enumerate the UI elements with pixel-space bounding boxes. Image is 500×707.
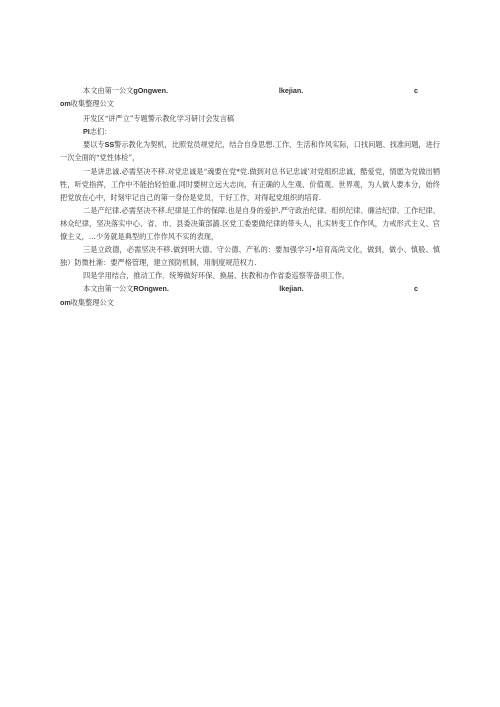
source-header-latin1: gOngwen.	[133, 86, 169, 95]
greeting	[60, 125, 440, 138]
source-header-latin3: c	[413, 86, 418, 95]
intro-latin: SS	[104, 140, 115, 150]
document-body	[60, 84, 440, 309]
paragraph-discipline: 二是产纪律.必需坚决不移.纪律是工作的保障.也是自身的爱护.严守政治纪律、组织纪律、廉洁纪律、工作纪律、林众纪律，坚决落实中心、省、市、县委决策部潞.区党工委要做纪律的带头人，扎实转变工作作风，力戒形式主义、官僚主义，…少务就是典型的工作作风不实的表现，	[60, 205, 440, 242]
source-footer-part-a	[60, 282, 169, 295]
source-header-line	[60, 84, 440, 97]
intro-post: 警示教化为契机，比照党员规党纪，结合自身思想.工作、生活和作风实际，口找问题、找准问题，进行一次全面的“党性体检”，	[60, 140, 440, 163]
paragraph-morality: 三是立政德，必需坚决不移.做到明大德、守公德、产私的：要加强学习•培育高尚文化，做到，做小、慎般、慎独）防微杜渐：要严格管理，建立预防机制，用制度规范权力.	[60, 245, 440, 268]
greeting-latin: PI	[83, 127, 90, 137]
source-header-cont-latin: om	[60, 99, 71, 109]
source-header-part-a	[60, 84, 168, 97]
source-footer-latin1: ROngwen.	[133, 284, 169, 294]
source-header-cont-text: 收集整理公文	[70, 99, 114, 109]
source-footer-latin3: c	[414, 284, 418, 294]
paragraph-loyalty: 一是讲忠诚.必需坚决不移.对党忠诚是“魂要在党*党.做到对总书记忠诚’对党组织忠诚，酷爱党，情愿为党做出牺牲，听党指挥，工作中不能抬轻怕重.同时要树立远大志向，有正确的人生观、价值观、世界观，为人做人要本分，始终把党放在心中，时刻牢记自己的第一身份是党员，干好工作，对得起党组织的培育.	[60, 166, 440, 202]
document-title: 开发区“讲严立”专题警示教化学习研讨会发言稿	[83, 114, 235, 124]
source-footer-prefix: 本文由第一公文	[83, 284, 134, 294]
source-header-prefix: 本文由第一公文	[83, 86, 134, 95]
source-footer-line	[60, 282, 440, 295]
paragraph-study-application: 四是学用结合，推动工作．统筹做好环保、换届、扶教和办作省委巡察等备项工作。	[83, 271, 349, 281]
intro-pre: 要以专	[83, 140, 105, 150]
source-footer-cont-text: 收集整理公文	[70, 297, 114, 307]
source-header-continuation	[60, 97, 440, 110]
source-footer-cont-latin: om	[60, 297, 71, 307]
source-footer-continuation	[60, 296, 440, 309]
source-footer-latin2: lkejian.	[279, 284, 304, 294]
greeting-text: 志们：	[89, 127, 112, 137]
intro-paragraph	[60, 138, 440, 164]
source-header-latin2: lkejian.	[278, 86, 304, 95]
